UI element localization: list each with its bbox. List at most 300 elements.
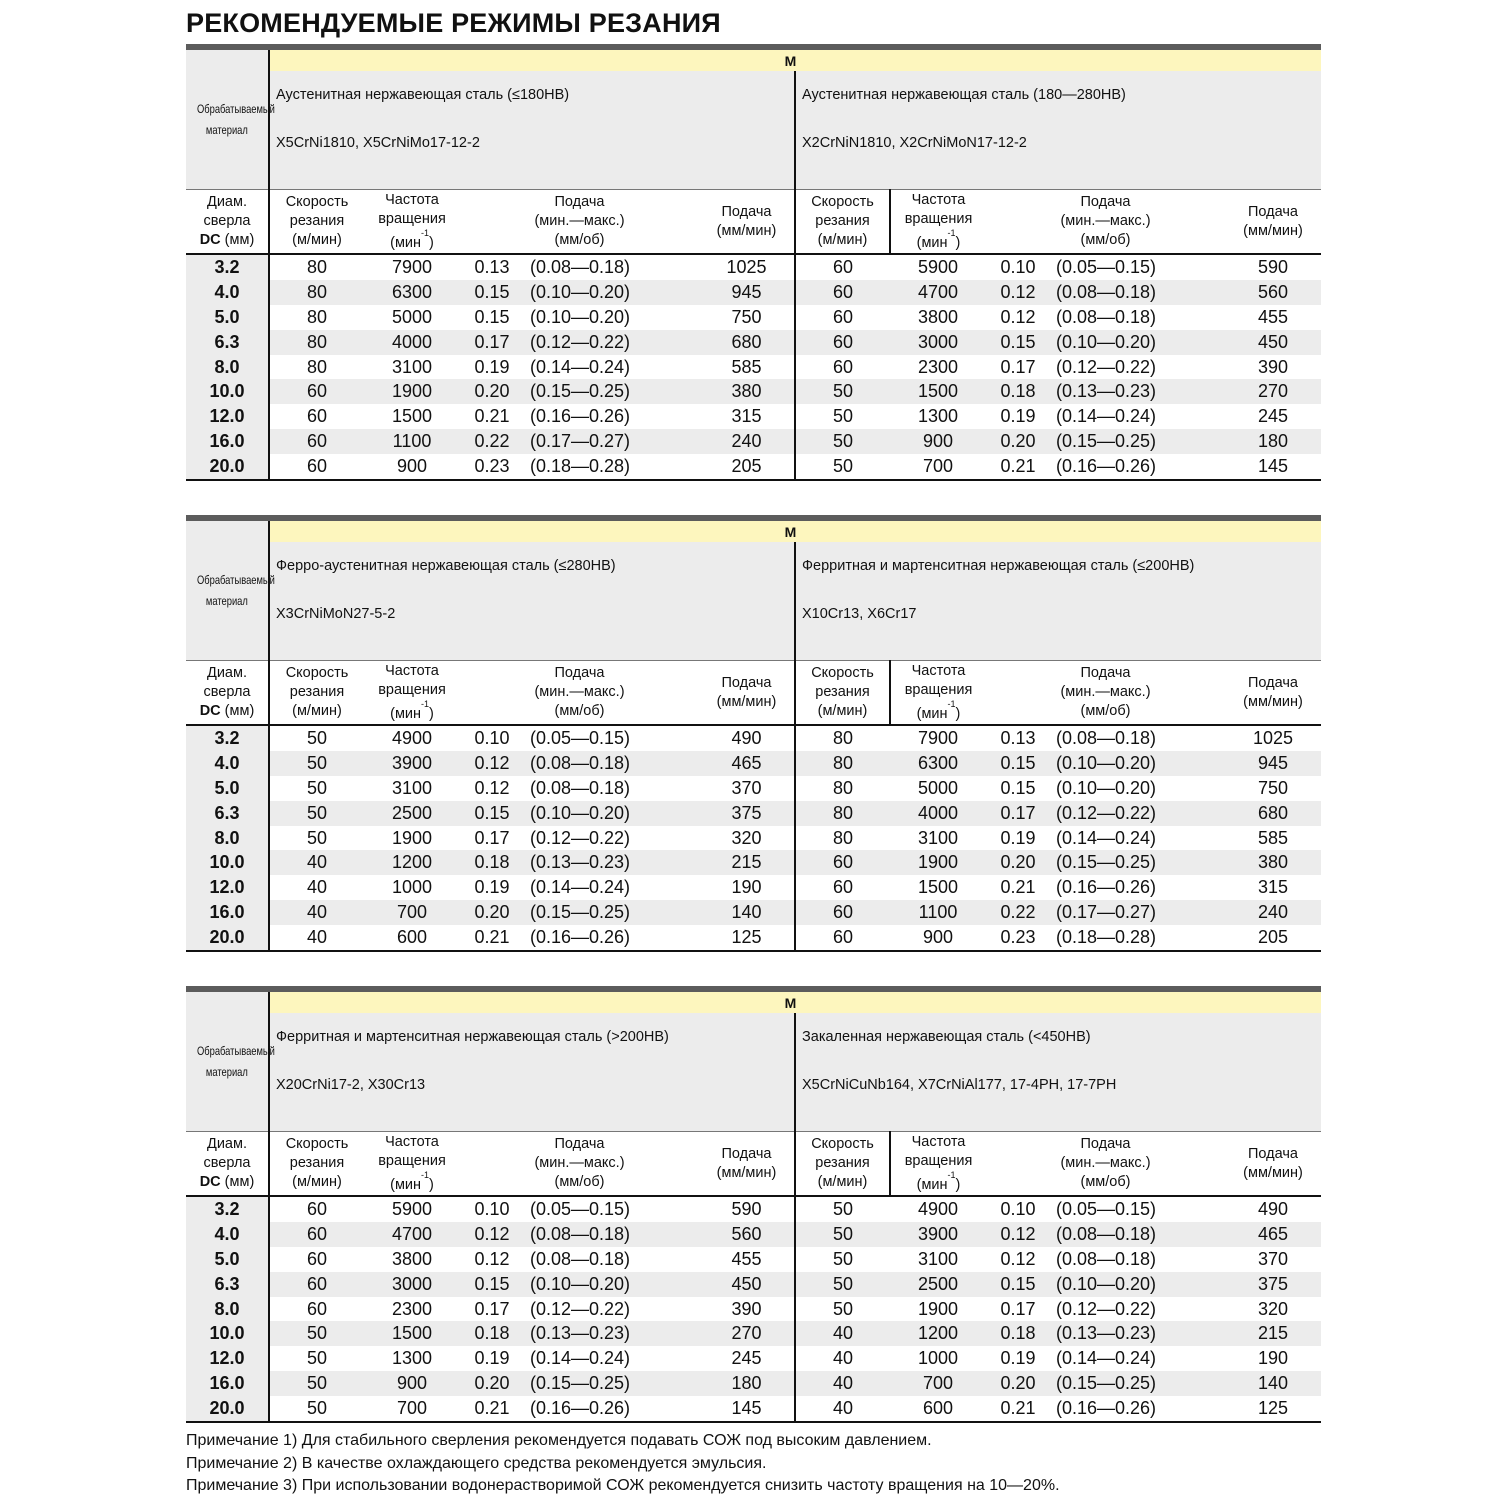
material-name: Ферритная и мартенситная нержавеющая сталь (≤200HB) [802,558,1195,574]
header-text: Частота [385,191,439,208]
cell-feed: 0.15 [460,801,524,826]
header-unit: (м/мин) [292,232,342,248]
header-symbol: DC [199,1174,221,1190]
header-unit: (мин [916,705,948,722]
cell-feed-rate: 945 [1225,751,1321,776]
cell-feed-range: (0.15—0.25) [524,1371,699,1396]
cell-feed-rate: 145 [731,1398,762,1419]
cell-speed: 80 [795,801,890,826]
cell-rpm: 3800 [917,306,959,327]
cell-feed: 0.17 [474,827,510,848]
cell-feed-rate: 215 [699,850,795,875]
material-grades: X5CrNi1810, X5CrNiMo17-12-2 [276,135,480,151]
cell-feed-range: (0.13—0.23) [524,1321,699,1346]
cell-feed: 0.21 [1000,1398,1036,1419]
cell-feed: 0.15 [474,306,510,327]
cell-speed: 40 [795,1371,890,1396]
cell-rpm: 4700 [364,1222,460,1247]
note-1: Примечание 1) Для стабильного сверления рекомендуется подавать СОЖ под высоким давлением. [186,1432,932,1449]
cell-rpm: 1100 [364,429,460,454]
cell-feed-rate: 590 [1257,256,1289,277]
cell-speed: 40 [795,1396,890,1422]
cell-speed: 80 [795,751,890,776]
cell-feed: 0.17 [474,1298,510,1319]
cell-speed: 50 [795,429,890,454]
cell-feed-range: (0.10—0.20) [1050,751,1225,776]
header-text: сверла [203,684,251,700]
cell-rpm: 1100 [890,900,986,925]
cell-speed: 60 [795,925,890,951]
material-left [269,1013,795,1132]
cell-feed-rate: 450 [699,1272,795,1297]
cell-rpm: 5000 [391,306,433,327]
cell-feed: 0.19 [1000,827,1036,848]
cell-speed: 50 [269,725,364,751]
cell-speed: 60 [795,850,890,875]
cell-speed: 50 [795,1297,890,1322]
header-unit: (мм) [220,703,255,719]
header-text: резания [815,213,870,229]
cell-feed-range: (0.16—0.26) [1056,877,1157,898]
header-text: Подача [1248,1145,1298,1162]
header-text: Подача [721,674,772,691]
cell-speed: 50 [795,1247,890,1272]
col-header-speed [795,190,890,255]
cell-diameter: 4.0 [186,280,269,305]
material-label [186,47,275,190]
cell-diameter: 6.3 [186,1272,269,1297]
header-unit: ) [955,1176,961,1193]
cell-feed-range: (0.16—0.26) [1056,1398,1157,1419]
cell-feed: 0.13 [474,256,510,277]
cell-rpm: 1900 [364,379,460,404]
cell-rpm: 3100 [917,827,959,848]
cell-feed-rate: 205 [1257,927,1289,948]
cell-feed-rate: 680 [1225,801,1321,826]
cell-speed: 50 [795,404,890,429]
cell-speed: 80 [795,776,890,801]
col-header-feed [986,190,1225,255]
cell-feed-rate: 455 [1257,306,1289,327]
cell-feed: 0.12 [474,1248,510,1269]
header-text: резания [289,213,345,229]
cell-feed: 0.12 [986,1222,1050,1247]
col-header-speed [269,190,364,255]
material-name: Ферро-аустенитная нержавеющая сталь (≤280HB) [276,558,616,574]
cell-rpm: 900 [364,1371,460,1396]
cell-rpm: 700 [364,900,460,925]
cell-speed: 60 [269,379,364,404]
cell-feed-range: (0.14—0.24) [1056,406,1157,427]
cell-feed-rate: 215 [1225,1321,1321,1346]
cell-feed: 0.21 [474,406,510,427]
cell-speed: 80 [795,826,890,851]
cell-feed: 0.20 [986,1371,1050,1396]
cell-feed-rate: 465 [1225,1222,1321,1247]
header-text: вращения [904,1152,973,1169]
cell-feed-range: (0.12—0.22) [1050,801,1225,826]
cell-speed: 80 [269,305,364,330]
cell-speed: 60 [269,1272,364,1297]
header-text: Подача [1248,203,1298,220]
header-text: Частота [385,1133,439,1150]
cell-feed-range: (0.05—0.15) [1056,1198,1157,1219]
cell-speed: 60 [269,429,364,454]
table-row [186,280,1321,305]
cell-speed: 80 [269,280,364,305]
cell-rpm: 2500 [890,1272,986,1297]
header-unit: (мин [390,1176,422,1193]
header-unit: (мин [390,234,422,251]
cell-feed-range: (0.10—0.20) [1050,330,1225,355]
header-unit: (мм/мин) [716,693,777,710]
cell-feed: 0.15 [460,280,524,305]
cell-feed-range: (0.12—0.22) [1056,1298,1157,1319]
header-text: сверла [203,213,251,229]
cell-feed-rate: 380 [699,379,795,404]
page-title: РЕКОМЕНДУЕМЫЕ РЕЖИМЫ РЕЗАНИЯ [186,8,721,38]
material-label-text: материал [206,1064,248,1079]
cell-speed: 80 [269,330,364,355]
cell-rpm: 6300 [890,751,986,776]
cell-feed-range: (0.13—0.23) [1050,1321,1225,1346]
cell-feed-range: (0.18—0.28) [1056,927,1157,948]
table-row [186,429,1321,454]
header-text: Подача [721,1145,772,1162]
cell-rpm: 1500 [364,1321,460,1346]
header-unit: (мм) [220,1174,255,1190]
material-name: Ферритная и мартенситная нержавеющая сталь (>200HB) [276,1029,669,1045]
cell-diameter: 6.3 [186,801,269,826]
header-text: сверла [203,1155,251,1171]
material-group-label: M [784,523,797,540]
cell-diameter: 20.0 [186,454,269,480]
header-text: (мин.—макс.) [1060,213,1151,229]
cell-feed-rate: 945 [699,280,795,305]
cell-feed-range: (0.15—0.25) [1050,429,1225,454]
header-unit: ) [429,234,434,251]
cell-feed-rate: 585 [731,356,762,377]
cell-rpm: 900 [922,927,954,948]
cell-feed-rate: 465 [699,751,795,776]
cell-feed-rate: 270 [1225,379,1321,404]
cell-feed: 0.10 [474,727,510,748]
cell-feed: 0.20 [986,850,1050,875]
cell-feed: 0.15 [986,330,1050,355]
col-header-speed [269,661,364,726]
cell-feed-rate: 180 [1225,429,1321,454]
cell-rpm: 3100 [917,1248,959,1269]
cell-feed-range: (0.14—0.24) [530,356,631,377]
cell-speed: 60 [795,355,890,380]
cell-feed-range: (0.08—0.18) [1050,1222,1225,1247]
cell-feed-range: (0.14—0.24) [1056,827,1157,848]
material-group-m [269,989,1321,1013]
header-unit: (мм/об) [1080,703,1131,719]
material-group-label: M [784,994,797,1011]
table-row [186,454,1321,480]
table-row [186,725,1321,751]
cell-feed-range: (0.12—0.22) [530,827,631,848]
cutting-table [186,44,1321,481]
cell-diameter: 12.0 [186,875,269,900]
header-text: резания [815,1155,870,1171]
cell-rpm: 1900 [391,827,433,848]
table-row [186,305,1321,330]
cell-feed-range: (0.12—0.22) [524,330,699,355]
cell-feed: 0.22 [460,429,524,454]
header-text: вращения [904,681,973,698]
cell-feed-range: (0.18—0.28) [530,456,631,477]
table-row [186,1297,1321,1322]
header-text: Скорость [811,1136,874,1152]
cell-rpm: 3900 [890,1222,986,1247]
cell-feed-range: (0.08—0.18) [530,256,631,277]
cell-feed-rate: 585 [1257,827,1289,848]
cell-speed: 60 [269,1247,364,1272]
cell-diameter: 8.0 [186,826,269,851]
cell-feed-range: (0.10—0.20) [530,306,631,327]
header-unit: (мин [916,1176,948,1193]
header-text: Подача [1080,665,1131,681]
col-header-feed [986,1132,1225,1197]
cell-feed: 0.12 [474,777,510,798]
cell-feed: 0.21 [474,1398,510,1419]
cell-rpm: 900 [396,456,428,477]
cell-diameter: 10.0 [186,379,269,404]
cell-rpm: 3000 [890,330,986,355]
cell-feed-rate: 750 [731,306,762,327]
header-text: резания [289,1155,345,1171]
cell-speed: 40 [269,925,364,951]
cell-feed-range: (0.08—0.18) [1050,280,1225,305]
col-header-feed [460,190,699,255]
cell-feed: 0.22 [986,900,1050,925]
material-name: Аустенитная нержавеющая сталь (180—280HB) [802,87,1126,103]
cell-speed: 80 [269,254,364,280]
header-sup: -1 [947,698,956,709]
cell-rpm: 4000 [364,330,460,355]
cell-feed: 0.12 [1000,1248,1036,1269]
col-header-feed-rate [699,190,795,255]
cell-feed-range: (0.15—0.25) [524,900,699,925]
table-row [186,330,1321,355]
col-header-rpm [364,1132,460,1197]
cell-diameter: 20.0 [186,925,269,951]
header-text: Частота [911,662,966,679]
table-row [186,1222,1321,1247]
header-text: Подача [1080,194,1131,210]
cell-rpm: 1200 [364,850,460,875]
cell-rpm: 1900 [917,1298,959,1319]
material-grades: X10Cr13, X6Cr17 [802,606,917,622]
table-row [186,1272,1321,1297]
header-unit: (мм/мин) [1243,1164,1303,1181]
cell-feed-range: (0.10—0.20) [1056,777,1157,798]
header-unit: (мм/об) [1080,232,1131,248]
header-unit: (мин [390,705,422,722]
table-row [186,900,1321,925]
cell-feed: 0.19 [474,877,510,898]
table-row [186,379,1321,404]
cell-rpm: 4900 [391,727,433,748]
cell-feed-range: (0.12—0.22) [530,1298,631,1319]
cell-feed-rate: 125 [731,927,762,948]
material-left [269,542,795,661]
cell-feed-rate: 450 [1225,330,1321,355]
cell-feed: 0.19 [474,356,510,377]
cell-speed: 50 [795,379,890,404]
cell-rpm: 1500 [890,379,986,404]
cell-diameter: 3.2 [186,1196,269,1222]
cell-rpm: 3900 [364,751,460,776]
table-row [186,875,1321,900]
header-text: вращения [378,1152,446,1169]
header-text: Скорость [285,194,349,210]
cell-feed: 0.10 [474,1198,510,1219]
header-text: Частота [911,1133,966,1150]
header-unit: (м/мин) [817,1174,868,1190]
cell-feed-range: (0.17—0.27) [524,429,699,454]
cell-speed: 40 [795,1321,890,1346]
notes [186,1430,1060,1498]
col-header-feed-rate [1225,1132,1321,1197]
cell-diameter: 10.0 [186,1321,269,1346]
cell-feed: 0.12 [1000,306,1036,327]
cell-speed: 50 [269,1321,364,1346]
cell-feed-rate: 1025 [726,256,767,277]
material-label [186,518,275,661]
cell-speed: 60 [795,280,890,305]
header-text: (мин.—макс.) [534,213,625,229]
header-unit: ) [429,705,434,722]
cell-speed: 50 [269,776,364,801]
header-text: резания [289,684,345,700]
note-3: Примечание 3) При использовании водонерастворимой СОЖ рекомендуется снизить частоту вращения на 10—20%. [186,1477,1060,1494]
header-unit: ) [955,705,961,722]
cell-speed: 40 [269,875,364,900]
col-header-rpm [890,661,986,726]
header-text: вращения [378,210,446,227]
material-name: Закаленная нержавеющая сталь (<450HB) [802,1029,1091,1045]
cell-feed-range: (0.05—0.15) [530,727,631,748]
cell-feed-rate: 390 [731,1298,762,1319]
cell-feed-rate: 490 [1257,1198,1289,1219]
cell-feed: 0.10 [1000,256,1036,277]
header-symbol: DC [199,232,221,248]
cell-rpm: 2300 [917,356,959,377]
cell-rpm: 700 [890,1371,986,1396]
cell-diameter: 12.0 [186,404,269,429]
cell-feed-rate: 245 [731,1348,762,1369]
table-row [186,826,1321,851]
cell-diameter: 12.0 [186,1346,269,1371]
table-row [186,1346,1321,1371]
cell-feed-rate: 375 [699,801,795,826]
material-right [795,71,1321,190]
cell-feed-range: (0.14—0.24) [1056,1348,1157,1369]
cell-feed-range: (0.16—0.26) [530,406,631,427]
material-label-text: материал [206,122,248,137]
header-unit: (мм) [220,232,255,248]
cell-diameter: 4.0 [186,751,269,776]
cell-rpm: 6300 [364,280,460,305]
cell-feed: 0.12 [986,280,1050,305]
cell-speed: 40 [269,850,364,875]
cell-speed: 40 [795,1346,890,1371]
header-unit: (м/мин) [817,703,868,719]
col-header-feed-rate [699,661,795,726]
cell-speed: 60 [795,875,890,900]
cell-speed: 50 [795,1272,890,1297]
cell-feed: 0.10 [1000,1198,1036,1219]
cell-feed-rate: 370 [1257,1248,1289,1269]
header-unit: (м/мин) [292,703,342,719]
cell-rpm: 1000 [391,877,433,898]
header-sup: -1 [421,698,430,709]
header-text: Скорость [811,665,874,681]
cell-rpm: 3100 [391,777,433,798]
cell-diameter: 5.0 [186,305,269,330]
cell-speed: 40 [269,900,364,925]
table-row [186,1371,1321,1396]
table-row [186,776,1321,801]
cell-rpm: 4900 [917,1198,959,1219]
cell-feed-rate: 750 [1257,777,1289,798]
cell-diameter: 5.0 [186,1247,269,1272]
cell-diameter: 5.0 [186,776,269,801]
cell-rpm: 7900 [391,256,433,277]
cell-feed-range: (0.08—0.18) [1056,1248,1157,1269]
cell-diameter: 8.0 [186,355,269,380]
cell-diameter: 8.0 [186,1297,269,1322]
cell-feed-range: (0.08—0.18) [1056,306,1157,327]
cell-feed-rate: 390 [1257,356,1289,377]
header-sup: -1 [947,1169,956,1180]
cell-diameter: 16.0 [186,1371,269,1396]
cell-feed-rate: 240 [699,429,795,454]
cell-rpm: 4700 [890,280,986,305]
cell-feed: 0.15 [986,1272,1050,1297]
table-row [186,925,1321,951]
cell-feed: 0.20 [460,1371,524,1396]
col-header-speed [795,661,890,726]
cell-feed-range: (0.16—0.26) [530,927,631,948]
cell-rpm: 900 [890,429,986,454]
header-text: Подача [1080,1136,1131,1152]
cell-feed-range: (0.16—0.26) [1056,456,1157,477]
header-sup: -1 [421,1169,430,1180]
col-header-diameter [186,661,269,726]
cell-rpm: 1500 [391,406,433,427]
cell-diameter: 20.0 [186,1396,269,1422]
table-row [186,751,1321,776]
cell-feed: 0.20 [986,429,1050,454]
cell-speed: 50 [269,751,364,776]
header-text: Подача [554,1136,605,1152]
table-row [186,1321,1321,1346]
material-grades: X20CrNi17-2, X30Cr13 [276,1077,426,1093]
header-unit: (мм/об) [1080,1174,1131,1190]
header-text: вращения [378,681,446,698]
cell-speed: 50 [795,1196,890,1222]
cell-speed: 50 [269,1346,364,1371]
cell-diameter: 16.0 [186,429,269,454]
material-label [186,989,275,1132]
cell-feed-range: (0.14—0.24) [530,1348,631,1369]
cell-feed: 0.23 [474,456,510,477]
cell-speed: 50 [269,1396,364,1422]
